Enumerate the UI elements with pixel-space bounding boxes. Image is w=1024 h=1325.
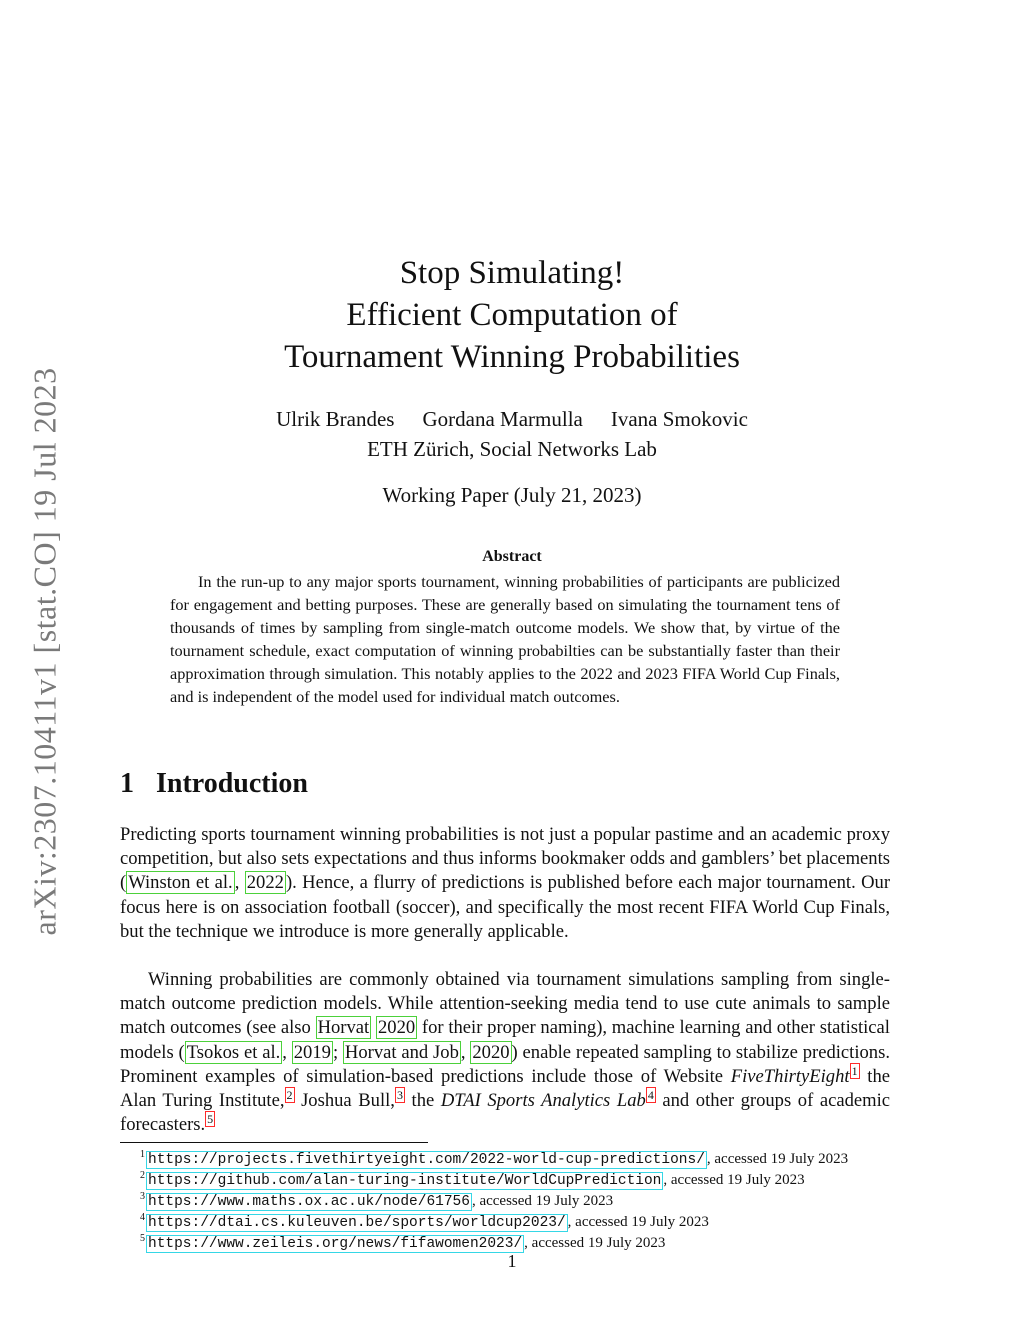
citation-link[interactable]: 2022 — [246, 872, 284, 894]
citation-link[interactable]: Horvat and Job — [344, 1041, 459, 1063]
citation-link[interactable]: Tsokos et al. — [186, 1041, 281, 1063]
citation-link[interactable]: Horvat — [317, 1017, 370, 1039]
text-run: , — [282, 1041, 292, 1063]
footnote-note: , accessed 19 July 2023 — [471, 1193, 614, 1209]
footnote-url-link[interactable]: https://github.com/alan-turing-institute/WorldCupPrediction — [148, 1173, 662, 1189]
footnote-url-link[interactable]: https://www.zeileis.org/news/fifawomen2023/ — [148, 1236, 523, 1252]
author-name: Ivana Smokovic — [610, 407, 748, 431]
citation-link[interactable]: 2020 — [377, 1017, 416, 1039]
text-run: and other groups of academic forecasters. — [120, 1090, 891, 1136]
footnote-rule — [120, 1142, 428, 1143]
paper-date: Working Paper (July 21, 2023) — [382, 483, 642, 507]
footnote-note: , accessed 19 July 2023 — [524, 1235, 666, 1251]
author-name: Gordana Marmulla — [422, 407, 583, 431]
footnote — [140, 1170, 940, 1191]
footnote-ref[interactable]: 2 — [286, 1087, 293, 1102]
section-heading — [120, 768, 308, 800]
citation-link[interactable]: 2019 — [293, 1041, 331, 1063]
section-number: 1 — [120, 768, 134, 799]
author-name: Ulrik Brandes — [276, 407, 395, 431]
paper-title — [0, 252, 1024, 378]
abstract-text: In the run-up to any major sports tournament, winning probabilities of participants are publicized for engagement and betting purposes. These are generally based on simulating the tournament tens of thousands of times by sampling from single-match outcome models. We show that, by virtue of the tournament schedule, exact computation of winning probabilties can be substantially faster than their approximation through simulation. This notably applies to the 2022 and 2023 FIFA World Cup Finals, and is independent of the model used for individual match outcomes. — [170, 572, 840, 706]
lab-name: DTAI Sports Analytics Lab — [440, 1090, 646, 1112]
section-title: Introduction — [156, 768, 308, 799]
text-run: ). Hence, a flurry of predictions is published before each major tournament. Our focus here is on association football (soccer), and specifically the most recent FIFA World Cup Finals, but the technique we introduce is more generally applicable. — [120, 872, 891, 942]
footnote-ref[interactable]: 5 — [207, 1112, 214, 1127]
footnote-ref[interactable]: 4 — [647, 1087, 654, 1102]
footnotes — [140, 1149, 940, 1254]
author-list — [0, 404, 1024, 434]
text-run: Joshua Bull, — [294, 1090, 395, 1112]
arxiv-stamp: arXiv:2307.10411v1 [stat.CO] 19 Jul 2023 — [26, 367, 63, 936]
citation-link[interactable]: Winston et al. — [128, 872, 233, 894]
footnote-mark: 3 — [140, 1191, 145, 1202]
text-run: for their proper naming), machine learning and other statistical models ( — [120, 1017, 890, 1063]
footnote-note: , accessed 19 July 2023 — [663, 1172, 805, 1188]
footnote — [140, 1149, 940, 1170]
text-run: Winning probabilities are commonly obtained via tournament simulations sampling from single-match outcome prediction models. While attention-seeking media tend to use cute animals to sample match outcomes (see also — [120, 969, 890, 1039]
site-name: FiveThirtyEight — [730, 1065, 850, 1087]
page-number: 1 — [507, 1251, 517, 1271]
footnote — [140, 1212, 940, 1233]
intro-paragraph-1 — [120, 823, 890, 944]
title-line: Stop Simulating! — [399, 255, 625, 291]
text-run: ) enable repeated sampling to stabilize predictions. Prominent examples of simulation-based predictions include those of Website — [120, 1041, 890, 1087]
footnote-note: , accessed 19 July 2023 — [567, 1214, 709, 1230]
intro-paragraph-2 — [120, 968, 890, 1137]
text-run: the Alan Turing Institute, — [120, 1065, 890, 1112]
footnote-mark: 4 — [140, 1212, 145, 1223]
footnote-ref[interactable]: 1 — [851, 1063, 858, 1078]
footnote-mark: 1 — [140, 1149, 145, 1160]
footnote-url-link[interactable]: https://dtai.cs.kuleuven.be/sports/worldcup2023/ — [148, 1215, 566, 1231]
footnote-url-link[interactable]: https://projects.fivethirtyeight.com/2022-world-cup-predictions/ — [148, 1152, 705, 1168]
text-run: , — [234, 872, 245, 894]
affiliation: ETH Zürich, Social Networks Lab — [367, 437, 657, 461]
footnote-mark: 5 — [140, 1233, 145, 1244]
footnote-note: , accessed 19 July 2023 — [706, 1151, 849, 1167]
text-run: the — [404, 1090, 441, 1112]
title-line: Tournament Winning Probabilities — [284, 339, 740, 375]
text-run: ; — [332, 1041, 343, 1063]
text-run: Predicting sports tournament winning probabilities is not just a popular pastime and an academic proxy competition, but also sets expectations and thus informs bookmaker odds and gamblers’ bet placements ( — [120, 824, 890, 894]
author-block — [0, 404, 1024, 464]
abstract-heading: Abstract — [482, 548, 542, 565]
citation-link[interactable]: 2020 — [472, 1041, 510, 1063]
footnote-url-link[interactable]: https://www.maths.ox.ac.uk/node/61756 — [148, 1194, 470, 1210]
footnote — [140, 1191, 940, 1212]
title-line: Efficient Computation of — [346, 297, 678, 333]
footnote-mark: 2 — [140, 1170, 145, 1181]
footnote-ref[interactable]: 3 — [396, 1087, 403, 1102]
text-run: , — [460, 1041, 471, 1063]
